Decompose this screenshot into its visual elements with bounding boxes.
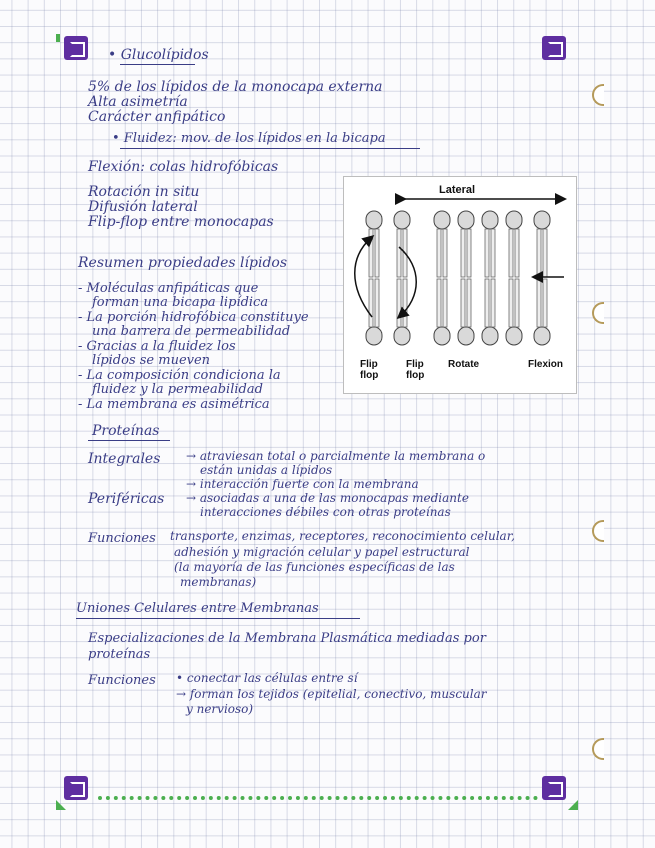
- lipid-tail-icon: [443, 229, 447, 277]
- note-line: Flexión: colas hidrofóbicas: [88, 159, 279, 175]
- heading-proteinas: Proteínas: [92, 423, 160, 439]
- lipid-tail-icon: [485, 279, 489, 327]
- label-integrales: Integrales: [88, 451, 161, 467]
- lipid-tail-icon: [515, 229, 519, 277]
- note-line: están unidas a lípidos: [200, 463, 333, 477]
- lipid-tail-icon: [467, 229, 471, 277]
- lipid-tail-icon: [543, 229, 547, 277]
- lipid-head-icon: [394, 211, 410, 229]
- note-line: una barrera de permeabilidad: [92, 324, 291, 339]
- lipid-tail-icon: [491, 279, 495, 327]
- lipid-head-icon: [394, 327, 410, 345]
- lipid-figure-svg: [344, 177, 576, 393]
- lipid-head-icon: [482, 327, 498, 345]
- lipid-tail-icon: [509, 279, 513, 327]
- note-line: - Moléculas anfipáticas que: [78, 281, 259, 296]
- lipid-head-icon: [366, 327, 382, 345]
- flip-flop-label-2a: Flip: [406, 359, 424, 370]
- note-line: - La membrana es asimétrica: [78, 397, 270, 412]
- lipid-tail-icon: [403, 279, 407, 327]
- lipid-tail-icon: [437, 229, 441, 277]
- corner-accent-icon: [56, 34, 60, 42]
- lipid-tail-icon: [543, 279, 547, 327]
- note-line: → interacción fuerte con la membrana: [186, 477, 419, 491]
- note-line: → forman los tejidos (epitelial, conectivo, muscular: [176, 687, 487, 701]
- note-line: 5% de los lípidos de la monocapa externa: [88, 79, 383, 95]
- lipid-tail-icon: [461, 279, 465, 327]
- bottom-markers: [98, 796, 538, 804]
- corner-accent-icon: [56, 800, 66, 810]
- note-line: membranas): [180, 575, 257, 589]
- lipid-head-icon: [458, 211, 474, 229]
- lipid-tail-icon: [515, 279, 519, 327]
- lipid-head-icon: [506, 211, 522, 229]
- lipid-tail-icon: [509, 229, 513, 277]
- lipid-tail-icon: [375, 229, 379, 277]
- lipid-tail-icon: [437, 279, 441, 327]
- corner-marker-icon: [542, 776, 566, 800]
- note-line: - Gracias a la fluidez los: [78, 339, 236, 354]
- lipid-molecules: [366, 211, 550, 345]
- lipid-tail-icon: [375, 279, 379, 327]
- note-line: Alta asimetría: [88, 94, 188, 110]
- lipid-head-icon: [434, 327, 450, 345]
- note-line: Flip-flop entre monocapas: [88, 214, 274, 230]
- lipid-head-icon: [434, 211, 450, 229]
- note-line: Difusión lateral: [88, 199, 198, 215]
- label-funciones-2: Funciones: [88, 673, 156, 688]
- note-line: Especializaciones de la Membrana Plasmática mediadas por: [88, 631, 486, 646]
- heading-underline: [120, 148, 420, 149]
- note-line: • conectar las células entre sí: [176, 671, 358, 685]
- lipid-head-icon: [534, 327, 550, 345]
- heading-fluidez: • Fluidez: mov. de los lípidos en la bicapa: [112, 131, 386, 146]
- lipid-tail-icon: [467, 279, 471, 327]
- note-line: Carácter anfipático: [88, 109, 226, 125]
- lipid-tail-icon: [369, 279, 373, 327]
- lateral-label: Lateral: [439, 184, 476, 196]
- corner-accent-icon: [568, 800, 578, 810]
- note-line: lípidos se mueven: [92, 353, 211, 368]
- flexion-label: Flexion: [528, 359, 564, 370]
- note-line: fluidez y la permeabilidad: [92, 382, 263, 397]
- note-line: adhesión y migración celular y papel estructural: [174, 545, 470, 559]
- note-line: Rotación in situ: [88, 184, 200, 200]
- corner-marker-icon: [64, 776, 88, 800]
- lipid-tail-icon: [369, 229, 373, 277]
- note-line: y nervioso): [186, 702, 254, 716]
- heading-underline: [120, 64, 195, 65]
- lipid-head-icon: [458, 327, 474, 345]
- corner-marker-icon: [542, 36, 566, 60]
- heading-uniones: Uniones Celulares entre Membranas: [76, 601, 319, 616]
- lipid-tail-icon: [397, 279, 401, 327]
- note-line: (la mayoría de las funciones específicas de las: [174, 560, 455, 574]
- heading-underline: [88, 440, 170, 441]
- lipid-tail-icon: [461, 229, 465, 277]
- note-line: → atraviesan total o parcialmente la membrana o: [186, 449, 486, 463]
- note-line: → asociadas a una de las monocapas mediante: [186, 491, 469, 505]
- note-line: - La composición condiciona la: [78, 368, 281, 383]
- lipid-tail-icon: [537, 229, 541, 277]
- flip-flop-label-1b: flop: [360, 370, 379, 381]
- lipid-tail-icon: [443, 279, 447, 327]
- corner-marker-icon: [64, 36, 88, 60]
- note-line: forman una bicapa lipídica: [92, 295, 269, 310]
- lipid-movement-figure: [343, 176, 577, 394]
- rotate-label: Rotate: [448, 359, 480, 370]
- lipid-tail-icon: [537, 279, 541, 327]
- heading-glucolipidos: • Glucolípidos: [108, 47, 209, 63]
- lipid-head-icon: [482, 211, 498, 229]
- flip-flop-label-2b: flop: [406, 370, 425, 381]
- heading-underline: [76, 618, 360, 619]
- note-line: transporte, enzimas, receptores, reconocimiento celular,: [170, 529, 515, 543]
- label-funciones: Funciones: [88, 531, 156, 546]
- lipid-tail-icon: [397, 229, 401, 277]
- label-perifericas: Periféricas: [88, 491, 165, 507]
- heading-resumen: Resumen propiedades lípidos: [78, 255, 288, 271]
- lipid-head-icon: [366, 211, 382, 229]
- lipid-tail-icon: [485, 229, 489, 277]
- flip-flop-label-1a: Flip: [360, 359, 378, 370]
- lipid-tail-icon: [491, 229, 495, 277]
- note-line: - La porción hidrofóbica constituye: [78, 310, 309, 325]
- note-line: proteínas: [88, 647, 151, 662]
- lipid-head-icon: [506, 327, 522, 345]
- lipid-head-icon: [534, 211, 550, 229]
- note-line: interacciones débiles con otras proteínas: [200, 505, 451, 519]
